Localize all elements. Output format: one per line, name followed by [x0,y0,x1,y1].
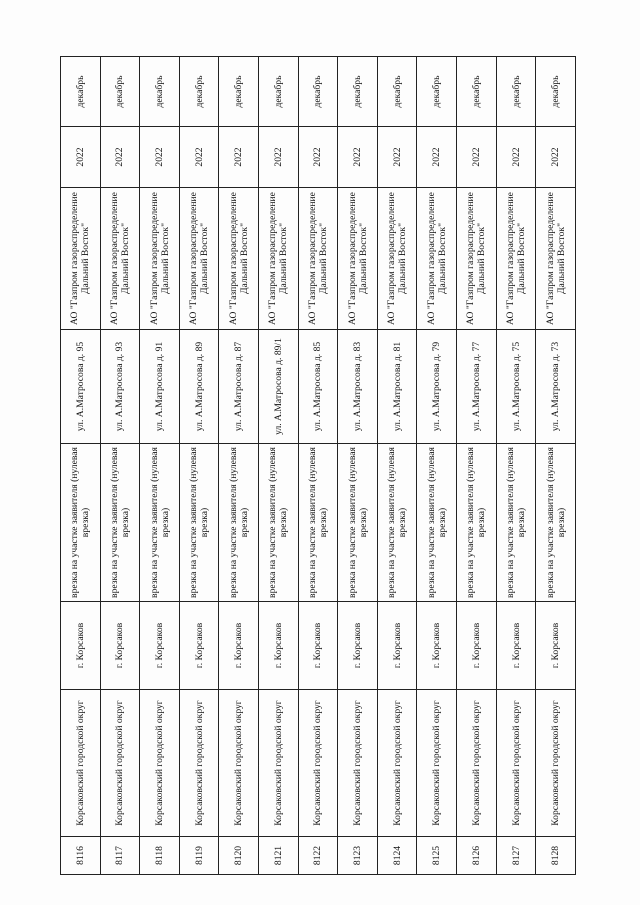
locality-cell: г. Корсаков [100,602,140,690]
locality-cell: г. Корсаков [179,602,219,690]
district-cell: Корсаковский городской округ [338,690,378,837]
locality-cell: г. Корсаков [457,602,497,690]
row-number-cell: 8127 [496,837,536,875]
year-cell: 2022 [457,127,497,188]
year-cell: 2022 [219,127,259,188]
address-cell: ул. А.Матросова д. 89/1 [259,330,299,444]
work-type-cell: врезка на участке заявителя (нулевая врезка) [417,444,457,602]
address-cell: ул. А.Матросова д. 75 [496,330,536,444]
work-type-cell: врезка на участке заявителя (нулевая врезка) [496,444,536,602]
row-number-cell: 8120 [219,837,259,875]
locality-cell: г. Корсаков [219,602,259,690]
year-cell: 2022 [259,127,299,188]
month-cell: декабрь [179,57,219,127]
organization-cell: АО "Газпром газораспределение Дальний Восток" [61,188,101,330]
table-row [417,57,457,875]
year-cell: 2022 [100,127,140,188]
table-row [140,57,180,875]
row-number-cell: 8119 [179,837,219,875]
work-type-cell: врезка на участке заявителя (нулевая врезка) [219,444,259,602]
month-cell: декабрь [61,57,101,127]
organization-cell: АО "Газпром газораспределение Дальний Восток" [298,188,338,330]
year-cell: 2022 [417,127,457,188]
row-number-cell: 8126 [457,837,497,875]
row-number-cell: 8118 [140,837,180,875]
locality-cell: г. Корсаков [417,602,457,690]
work-type-cell: врезка на участке заявителя (нулевая врезка) [259,444,299,602]
row-number-cell: 8122 [298,837,338,875]
row-number-cell: 8121 [259,837,299,875]
row-number-cell: 8128 [536,837,576,875]
organization-cell: АО "Газпром газораспределение Дальний Восток" [259,188,299,330]
address-cell: ул. А.Матросова д. 93 [100,330,140,444]
district-cell: Корсаковский городской округ [140,690,180,837]
month-cell: декабрь [219,57,259,127]
work-type-cell: врезка на участке заявителя (нулевая врезка) [338,444,378,602]
year-cell: 2022 [536,127,576,188]
table-row [179,57,219,875]
month-cell: декабрь [298,57,338,127]
row-number-cell: 8123 [338,837,378,875]
table-row [536,57,576,875]
organization-cell: АО "Газпром газораспределение Дальний Восток" [496,188,536,330]
district-cell: Корсаковский городской округ [496,690,536,837]
locality-cell: г. Корсаков [140,602,180,690]
row-number-cell: 8124 [377,837,417,875]
table-container [60,57,576,875]
locality-cell: г. Корсаков [536,602,576,690]
district-cell: Корсаковский городской округ [219,690,259,837]
work-type-cell: врезка на участке заявителя (нулевая врезка) [298,444,338,602]
address-cell: ул. А.Матросова д. 91 [140,330,180,444]
month-cell: декабрь [417,57,457,127]
work-type-cell: врезка на участке заявителя (нулевая врезка) [61,444,101,602]
work-type-cell: врезка на участке заявителя (нулевая врезка) [536,444,576,602]
year-cell: 2022 [298,127,338,188]
locality-cell: г. Корсаков [377,602,417,690]
district-cell: Корсаковский городской округ [179,690,219,837]
table-row [259,57,299,875]
work-type-cell: врезка на участке заявителя (нулевая врезка) [100,444,140,602]
locality-cell: г. Корсаков [61,602,101,690]
table-row [496,57,536,875]
month-cell: декабрь [259,57,299,127]
address-cell: ул. А.Матросова д. 95 [61,330,101,444]
address-cell: ул. А.Матросова д. 89 [179,330,219,444]
district-cell: Корсаковский городской округ [417,690,457,837]
table-row [377,57,417,875]
month-cell: декабрь [496,57,536,127]
organization-cell: АО "Газпром газораспределение Дальний Восток" [140,188,180,330]
month-cell: декабрь [338,57,378,127]
gas-connection-registry-table [60,56,576,875]
district-cell: Корсаковский городской округ [259,690,299,837]
locality-cell: г. Корсаков [298,602,338,690]
organization-cell: АО "Газпром газораспределение Дальний Восток" [457,188,497,330]
month-cell: декабрь [457,57,497,127]
year-cell: 2022 [61,127,101,188]
table-row [338,57,378,875]
district-cell: Корсаковский городской округ [298,690,338,837]
rotated-table-frame [60,57,576,875]
table-row [298,57,338,875]
organization-cell: АО "Газпром газораспределение Дальний Восток" [377,188,417,330]
district-cell: Корсаковский городской округ [536,690,576,837]
locality-cell: г. Корсаков [496,602,536,690]
address-cell: ул. А.Матросова д. 81 [377,330,417,444]
address-cell: ул. А.Матросова д. 77 [457,330,497,444]
table-row [457,57,497,875]
organization-cell: АО "Газпром газораспределение Дальний Восток" [417,188,457,330]
organization-cell: АО "Газпром газораспределение Дальний Восток" [219,188,259,330]
table-body [61,57,576,875]
month-cell: декабрь [140,57,180,127]
organization-cell: АО "Газпром газораспределение Дальний Восток" [179,188,219,330]
year-cell: 2022 [338,127,378,188]
address-cell: ул. А.Матросова д. 79 [417,330,457,444]
work-type-cell: врезка на участке заявителя (нулевая врезка) [377,444,417,602]
address-cell: ул. А.Матросова д. 83 [338,330,378,444]
district-cell: Корсаковский городской округ [457,690,497,837]
address-cell: ул. А.Матросова д. 87 [219,330,259,444]
year-cell: 2022 [377,127,417,188]
work-type-cell: врезка на участке заявителя (нулевая врезка) [140,444,180,602]
table-row [61,57,101,875]
row-number-cell: 8117 [100,837,140,875]
year-cell: 2022 [179,127,219,188]
address-cell: ул. А.Матросова д. 73 [536,330,576,444]
organization-cell: АО "Газпром газораспределение Дальний Восток" [100,188,140,330]
locality-cell: г. Корсаков [259,602,299,690]
district-cell: Корсаковский городской округ [100,690,140,837]
row-number-cell: 8125 [417,837,457,875]
locality-cell: г. Корсаков [338,602,378,690]
organization-cell: АО "Газпром газораспределение Дальний Восток" [536,188,576,330]
organization-cell: АО "Газпром газораспределение Дальний Восток" [338,188,378,330]
month-cell: декабрь [377,57,417,127]
year-cell: 2022 [140,127,180,188]
address-cell: ул. А.Матросова д. 85 [298,330,338,444]
work-type-cell: врезка на участке заявителя (нулевая врезка) [179,444,219,602]
table-row [100,57,140,875]
table-row [219,57,259,875]
row-number-cell: 8116 [61,837,101,875]
district-cell: Корсаковский городской округ [61,690,101,837]
district-cell: Корсаковский городской округ [377,690,417,837]
work-type-cell: врезка на участке заявителя (нулевая врезка) [457,444,497,602]
month-cell: декабрь [536,57,576,127]
year-cell: 2022 [496,127,536,188]
month-cell: декабрь [100,57,140,127]
